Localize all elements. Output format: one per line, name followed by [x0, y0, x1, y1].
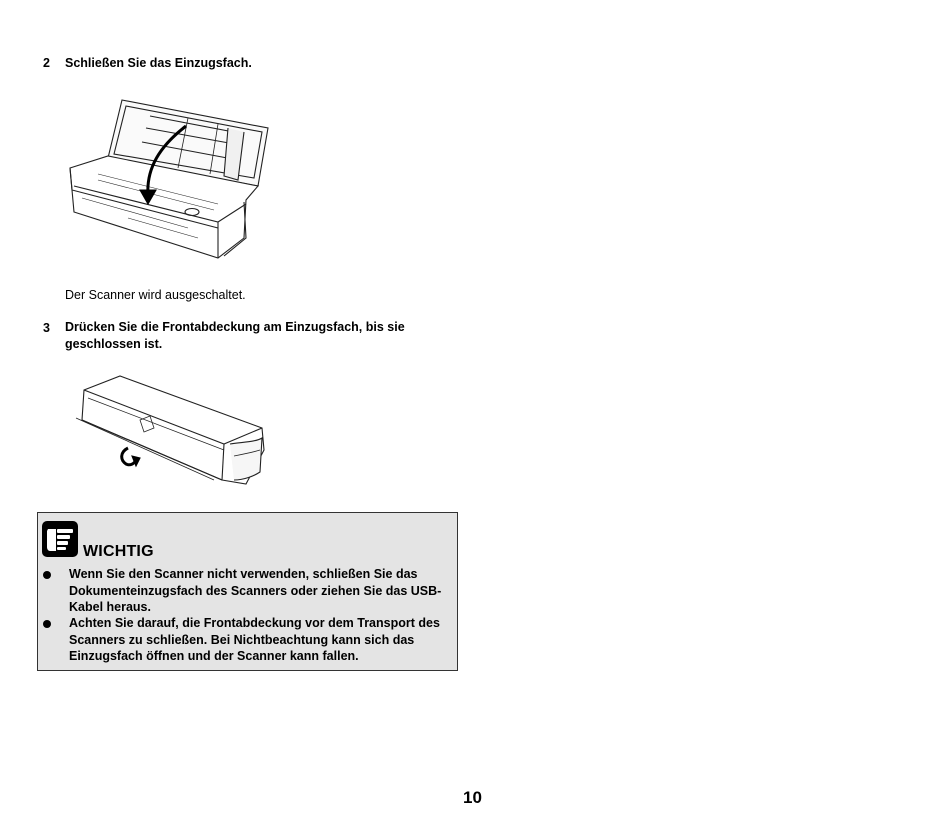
scanner-closed-illustration: [74, 372, 269, 490]
important-title: WICHTIG: [83, 543, 154, 560]
step-number: 2: [43, 56, 50, 70]
scanner-open-tray-illustration: [68, 98, 273, 263]
bullet-icon: [43, 620, 51, 628]
step-result-text: Der Scanner wird ausgeschaltet.: [65, 288, 246, 302]
bullet-line: Kabel heraus.: [69, 600, 151, 614]
step-number: 3: [43, 321, 50, 335]
bullet-icon: [43, 571, 51, 579]
step-instruction-line: Drücken Sie die Frontabdeckung am Einzugsfach, bis sie: [65, 320, 405, 334]
hand-pointing-icon: [42, 521, 78, 562]
bullet-line: Einzugsfach öffnen und der Scanner kann fallen.: [69, 649, 359, 663]
bullet-line: Achten Sie darauf, die Frontabdeckung vor dem Transport des: [69, 616, 440, 630]
page-number: 10: [463, 788, 482, 807]
bullet-line: Scanners zu schließen. Bei Nichtbeachtung kann sich das: [69, 632, 415, 647]
step-instruction: [65, 319, 405, 353]
bullet-text: [69, 615, 459, 665]
bullet-text: [69, 566, 459, 616]
bullet-line: Wenn Sie den Scanner nicht verwenden, schließen Sie das: [69, 567, 418, 581]
step-instruction: Schließen Sie das Einzugsfach.: [65, 56, 252, 70]
important-notice-box: [37, 512, 458, 671]
step-instruction-line: geschlossen ist.: [65, 337, 163, 351]
bullet-line: Dokumenteinzugsfach des Scanners oder ziehen Sie das USB-: [69, 583, 442, 598]
